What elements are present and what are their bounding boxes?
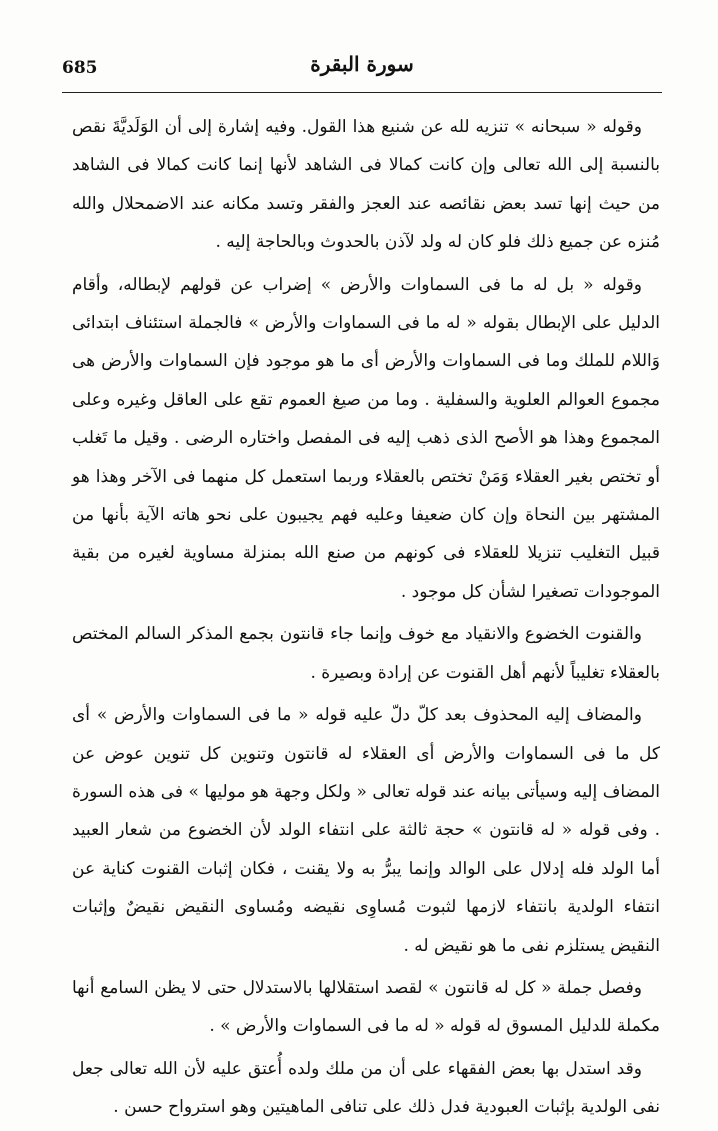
page-body xyxy=(72,108,660,1131)
paragraph: وقوله « بل له ما فى السماوات والأرض » إضراب عن قولهم لإبطاله، وأقام الدليل على الإبطال بقوله « له ما فى السماوات والأرض » فالجملة استئناف ابتدائى وَاللام للملك وما فى السماوات والأرض أى ما هو موجود فإن السماوات والأرض هى مجموع العوالم العلوية والسفلية . وما من صيغ العموم تقع على العاقل وغيره وعلى المجموع وهذا هو الأصح الذى ذهب إليه فى المفصل واختاره الرضى . وقيل ما تَغلب أو تختص بغير العقلاء وَمَنْ تختص بالعقلاء وربما استعمل كل منهما فى الآخر وهذا هو المشتهر بين النحاة وإن كان ضعيفا وعليه فهم يجيبون على نحو هاته الآية بأنها من قبيل التغليب تنزيلا للعقلاء فى كونهم من صنع الله بمنزلة مساوية لغيره من بقية الموجودات تصغيرا لشأن كل موجود . xyxy=(72,274,660,602)
paragraph: والمضاف إليه المحذوف بعد كلّ دلّ عليه قوله « ما فى السماوات والأرض » أى كل ما فى السماوات والأرض أى العقلاء له قانتون وتنوين كل تنوين عوض عن المضاف إليه وسيأتى بيانه عند قوله تعالى « ولكل وجهة هو موليها » فى هذه السورة . وفى قوله « له قانتون » حجة ثالثة على انتفاء الولد لأن الخضوع من شعار العبيد أما الولد فله إدلال على الوالد وإنما يبرُّ به ولا يقنت ، فكان إثبات القنوت كناية عن انتفاء الولدية بانتفاء لازمها لثبوت مُساوِى نقيضه ومُساوى النقيض نقيضٌ وإثبات النقيض يستلزم نفى ما هو نقيض له . xyxy=(72,705,660,956)
surah-title: سورة البقرة xyxy=(310,52,414,76)
paragraph: وفصل جملة « كل له قانتون » لقصد استقلالها بالاستدلال حتى لا يظن السامع أنها مكملة للدليل المسوق له قوله « له ما فى السماوات والأرض » . xyxy=(72,977,660,1037)
paragraph: وقد استدل بها بعض الفقهاء على أن من ملك ولده أُعتق عليه لأن الله تعالى جعل نفى الولدية بإثبات العبودية فدل ذلك على تنافى الماهيتين وهو استرواح حسن . xyxy=(72,1058,660,1118)
header-rule xyxy=(62,92,662,93)
page-header xyxy=(62,52,662,96)
paragraph: والقنوت الخضوع والانقياد مع خوف وإنما جاء قانتون بجمع المذكر السالم المختص بالعقلاء تغليباً لأنهم أهل القنوت عن إرادة وبصيرة . xyxy=(72,624,660,683)
paragraph: وقوله « سبحانه » تنزيه لله عن شنيع هذا القول. وفيه إشارة إلى أن الوَلَديَّةَ نقص بالنسبة إلى الله تعالى وإن كانت كمالا فى الشاهد لأنها إنما كانت كمالا فى الشاهد من حيث إنها تسد بعض نقائصه عند العجز والفقر وتسد مكانه عند الاضمحلال والله مُنزه عن جميع ذلك فلو كان له ولد لآذن بالحدوث وبالحاجة إليه . xyxy=(72,117,660,253)
page-number: 685 xyxy=(62,58,98,78)
